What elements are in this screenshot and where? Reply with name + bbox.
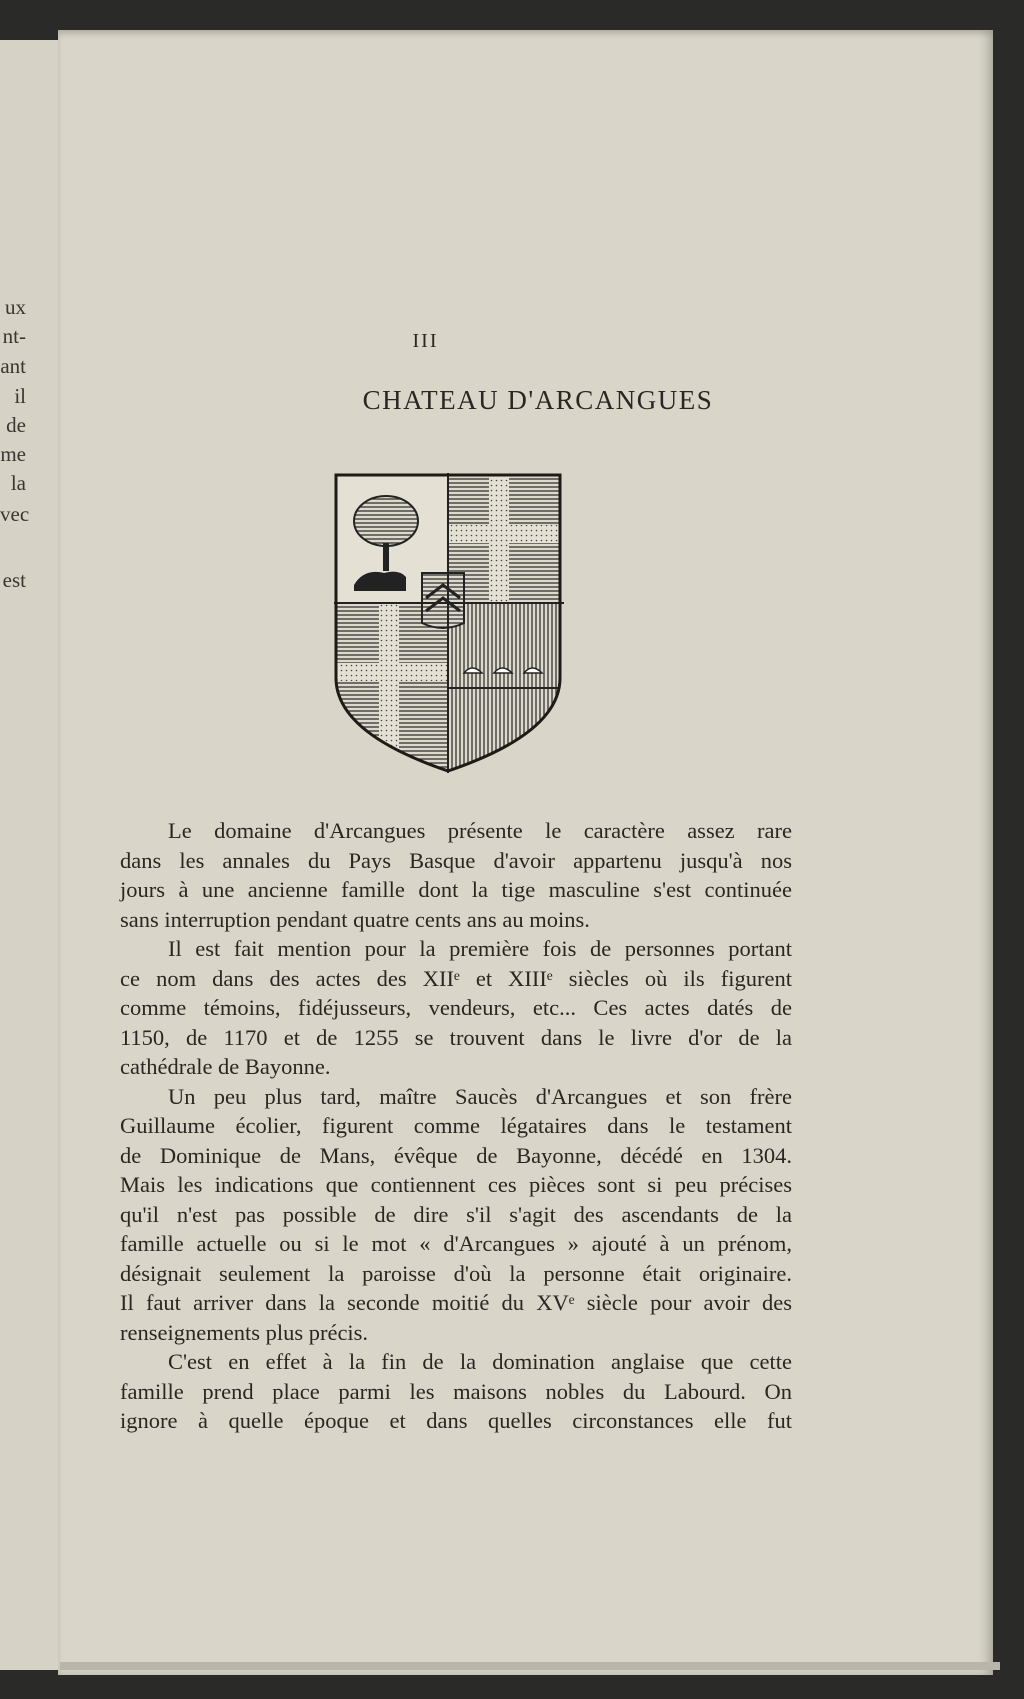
- chapter-number: III: [412, 330, 439, 352]
- text-line: qu'il n'est pas possible de dire s'il s'agit des ascendants de la: [120, 1201, 792, 1227]
- text-line: renseignements plus précis.: [120, 1319, 369, 1345]
- text-line: Il faut arriver dans la seconde moitié du XVᵉ siècle pour avoir des: [120, 1290, 792, 1315]
- text-line: désignait seulement la paroisse d'où la personne était originaire.: [120, 1260, 792, 1286]
- text-line: ce nom dans des actes des XIIᵉ et XIIIᵉ siècles où ils figurent: [120, 965, 792, 991]
- page-bottom-edge: [60, 1662, 1000, 1670]
- text-line: ignore à quelle époque et dans quelles circonstances elle fut: [120, 1408, 792, 1433]
- left-page-fragment: la: [10, 471, 26, 495]
- text-line: Le domaine d'Arcangues présente le caractère assez rare: [168, 818, 792, 843]
- chapter-heading: CHATEAU D'ARCANGUES: [362, 385, 714, 415]
- book-page: [58, 30, 993, 1675]
- left-page-fragment: de: [6, 413, 26, 437]
- text-line: Mais les indications que contiennent ces pièces sont si peu précises: [120, 1172, 792, 1197]
- left-page-fragment: me: [0, 442, 26, 466]
- body-text: [120, 816, 792, 1436]
- left-page-fragment: ux: [5, 295, 26, 319]
- text-line: dans les annales du Pays Basque d'avoir appartenu jusqu'à nos: [120, 847, 792, 873]
- coat-of-arms-icon: [334, 473, 564, 773]
- left-page-fragment: est: [2, 568, 26, 592]
- text-line: sans interruption pendant quatre cents ans au moins.: [120, 906, 590, 932]
- text-line: C'est en effet à la fin de la domination anglaise que cette: [168, 1349, 792, 1374]
- left-page-fragment: nt-: [2, 324, 26, 348]
- text-line: Un peu plus tard, maître Saucès d'Arcangues et son frère: [168, 1083, 792, 1109]
- left-page-fragment: ant: [0, 354, 26, 378]
- text-line: de Dominique de Mans, évêque de Bayonne, décédé en 1304.: [120, 1142, 792, 1168]
- text-line: famille actuelle ou si le mot « d'Arcangues » ajouté à un prénom,: [120, 1231, 792, 1256]
- left-page-edge: [0, 40, 64, 1670]
- text-line: jours à une ancienne famille dont la tige masculine s'est continuée: [120, 877, 792, 902]
- text-line: comme témoins, fidéjusseurs, vendeurs, etc... Ces actes datés de: [120, 995, 792, 1020]
- text-line: cathédrale de Bayonne.: [120, 1054, 331, 1079]
- text-line: Il est fait mention pour la première fois de personnes portant: [168, 936, 792, 961]
- text-line: famille prend place parmi les maisons nobles du Labourd. On: [120, 1378, 792, 1404]
- text-line: Guillaume écolier, figurent comme légataires dans le testament: [120, 1113, 792, 1138]
- left-page-fragment: vec: [0, 502, 30, 526]
- text-line: 1150, de 1170 et de 1255 se trouvent dans le livre d'or de la: [120, 1024, 792, 1050]
- left-page-fragment: il: [14, 384, 26, 408]
